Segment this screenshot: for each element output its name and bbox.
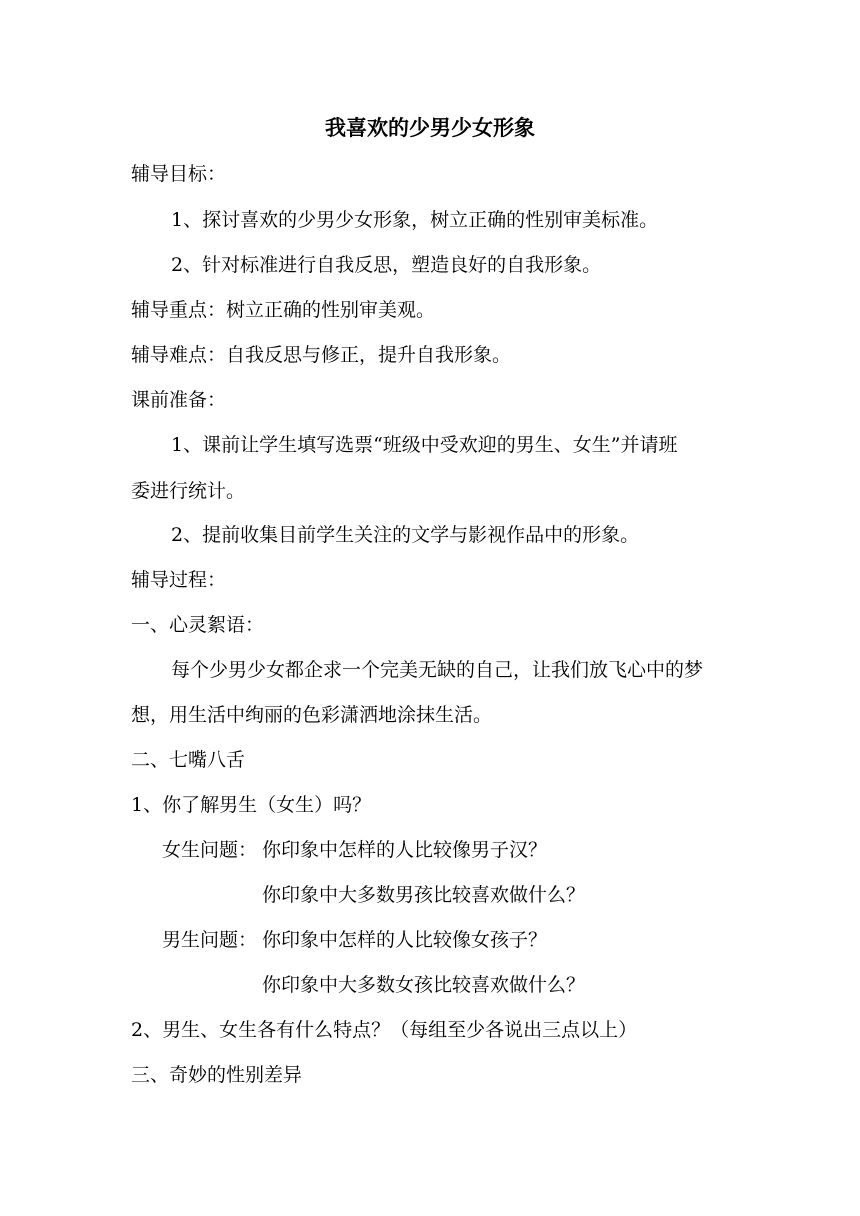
section-3-heading: 三、奇妙的性别差异 [131,1064,303,1086]
section-1-heading: 一、心灵絮语： [131,614,265,636]
key-point: 辅导重点：树立正确的性别审美观。 [131,299,436,321]
girl-question-1: 你印象中怎样的人比较像男子汉？ [262,839,548,861]
question-1: 1、你了解男生（女生）吗？ [131,794,372,816]
section-2-heading: 二、七嘴八舌 [131,749,246,771]
section-1-line-2: 想，用生活中绚丽的色彩潇洒地涂抹生活。 [131,704,493,726]
goal-item-1: 1、探讨喜欢的少男少女形象，树立正确的性别审美标准。 [171,209,659,231]
process-heading: 辅导过程： [131,569,227,591]
goals-heading: 辅导目标： [131,163,227,185]
girl-question-2: 你印象中大多数男孩比较喜欢做什么？ [262,884,586,906]
preparation-item-2: 2、提前收集目前学生关注的文学与影视作品中的形象。 [171,524,640,546]
preparation-item-1-line-2: 委进行统计。 [131,480,246,502]
preparation-item-1-line-1: 1、课前让学生填写选票“班级中受欢迎的男生、女生”并请班 [171,434,678,456]
goal-item-2: 2、针对标准进行自我反思，塑造良好的自我形象。 [171,254,602,276]
preparation-heading: 课前准备： [131,389,227,411]
question-2: 2、男生、女生各有什么特点？（每组至少各说出三点以上） [131,1019,638,1041]
difficulty: 辅导难点：自我反思与修正，提升自我形象。 [131,344,512,366]
section-1-line-1: 每个少男少女都企求一个完美无缺的自己，让我们放飞心中的梦 [171,659,704,681]
girl-question-label: 女生问题： [162,839,258,861]
boy-question-label: 男生问题： [162,929,258,951]
boy-question-1: 你印象中怎样的人比较像女孩子？ [262,929,548,951]
boy-question-2: 你印象中大多数女孩比较喜欢做什么？ [262,974,586,996]
page-title: 我喜欢的少男少女形象 [325,115,535,140]
